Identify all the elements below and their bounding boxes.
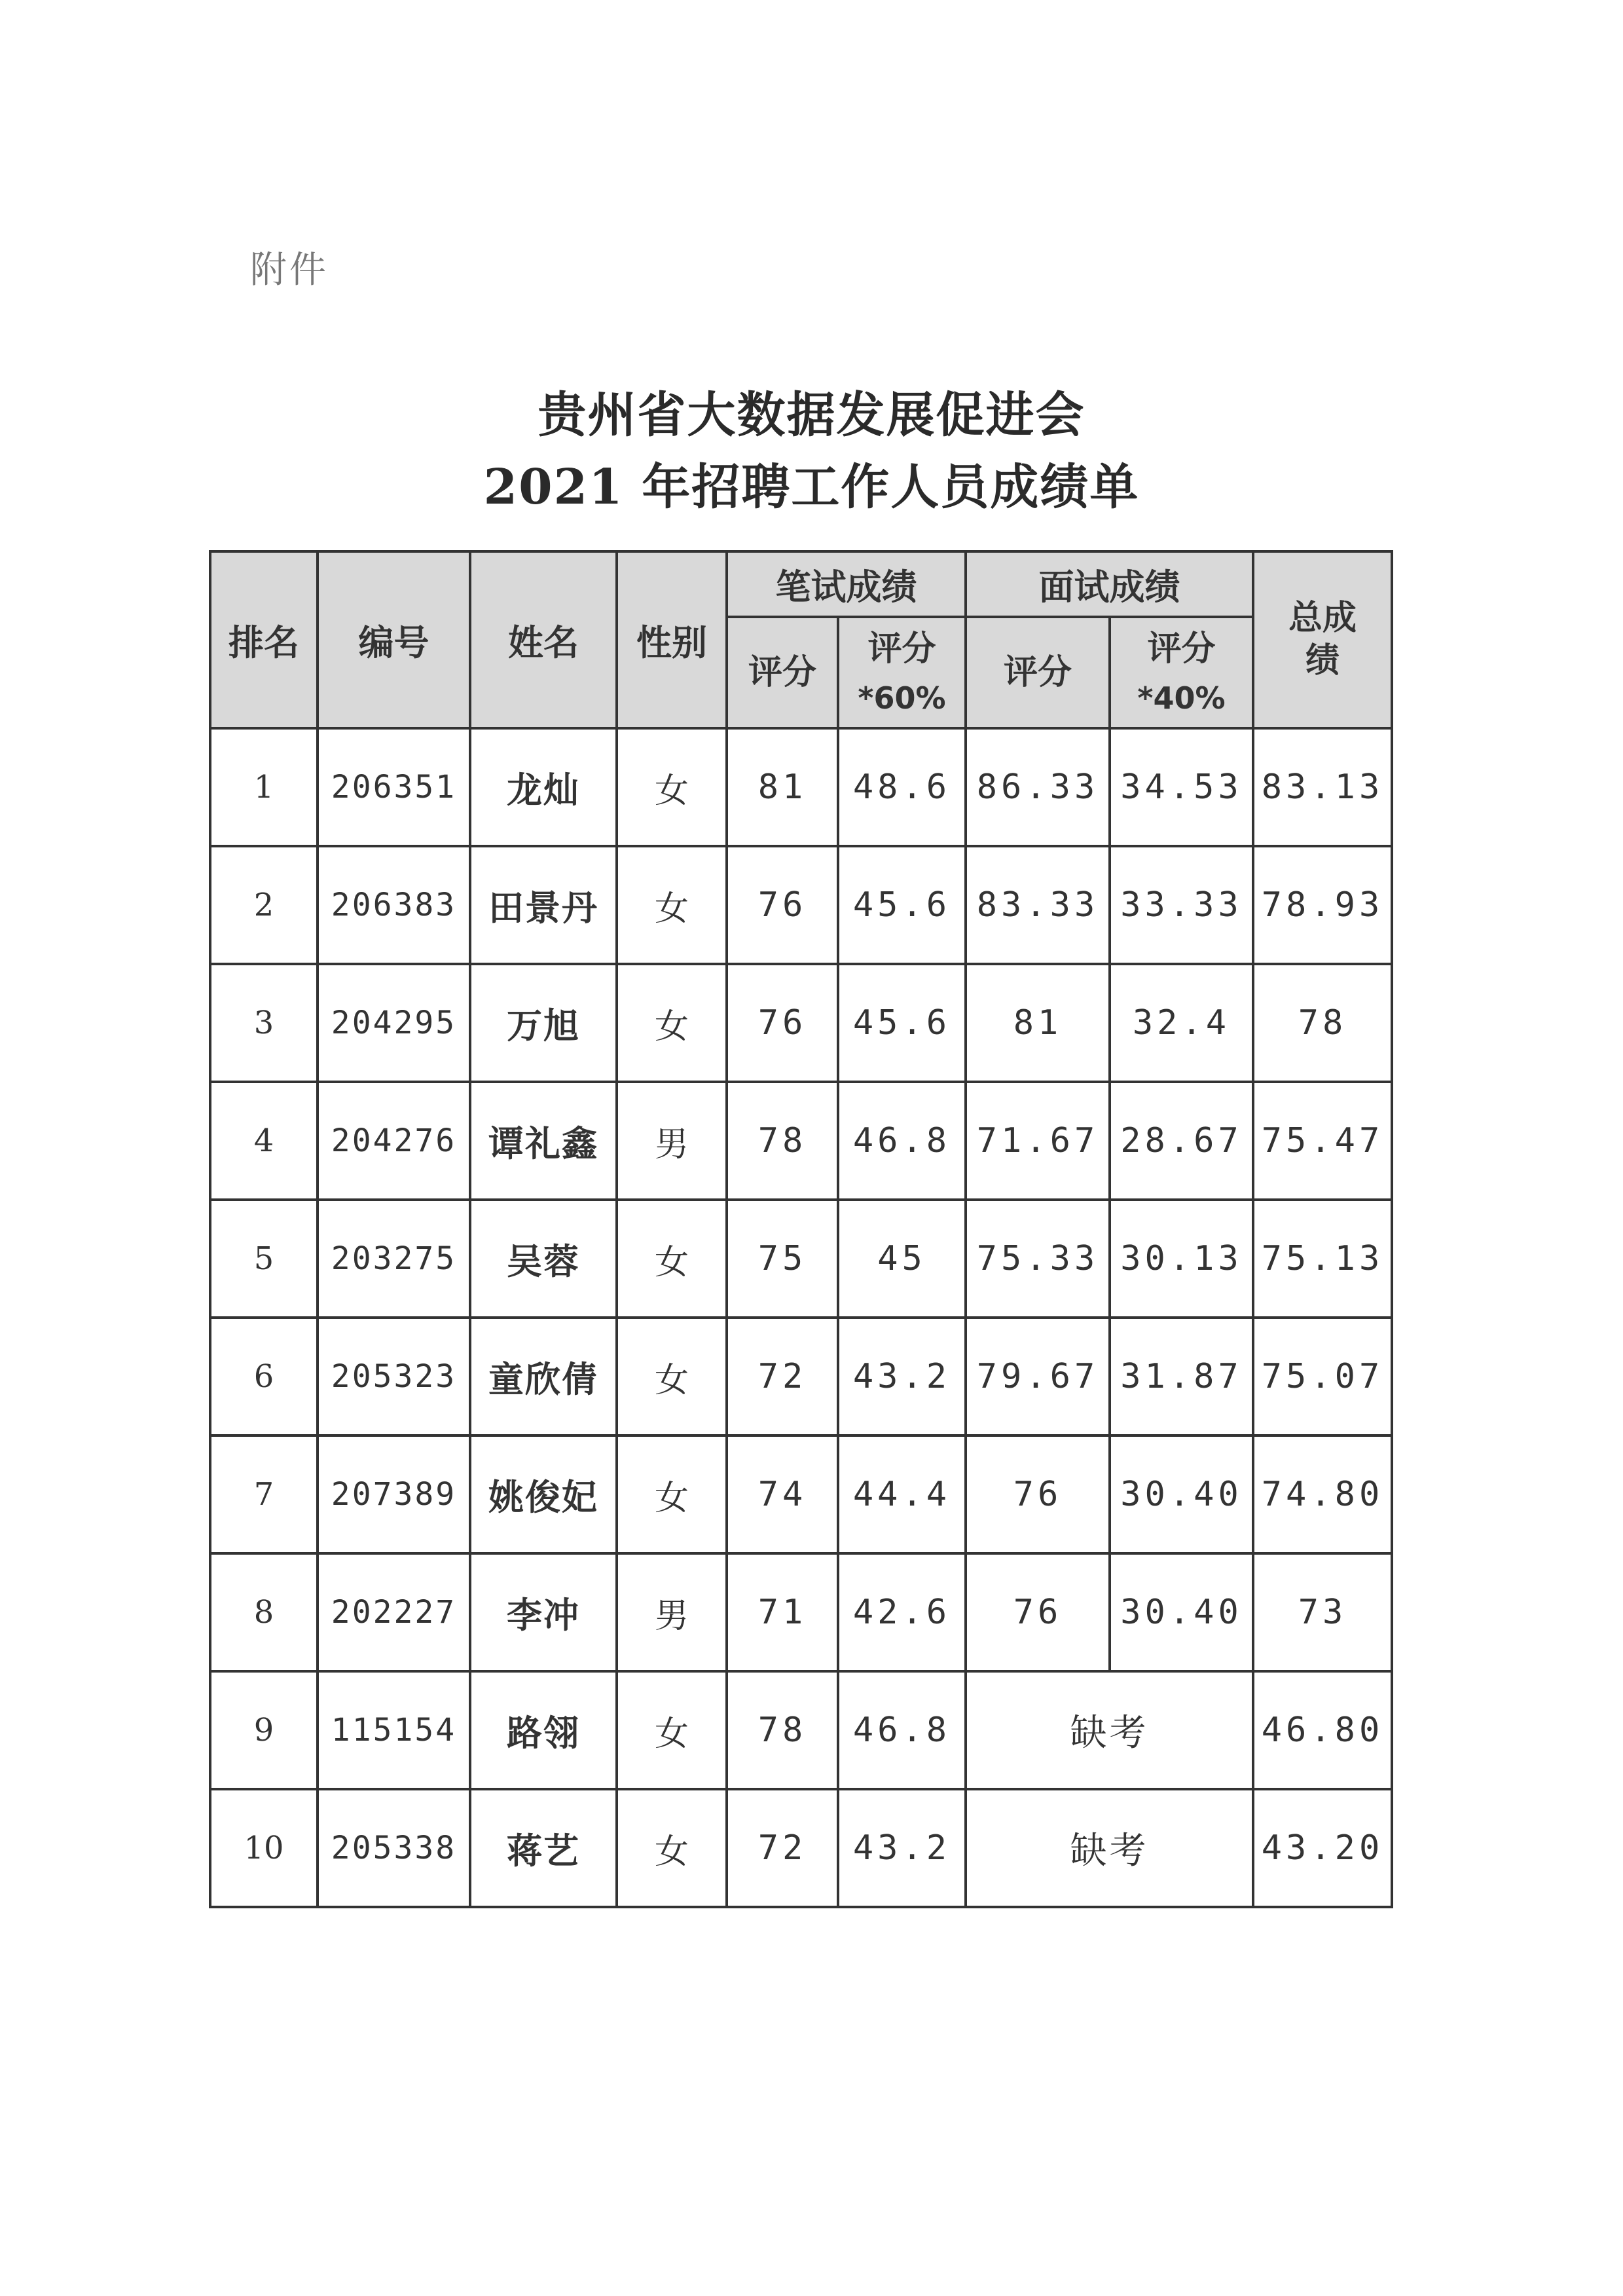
total-cell: 75.47 xyxy=(1253,1082,1392,1200)
total-cell: 83.13 xyxy=(1253,728,1392,846)
written-weighted-cell: 42.6 xyxy=(838,1553,966,1671)
rank-cell: 1 xyxy=(210,728,318,846)
written-weighted-cell: 45.6 xyxy=(838,964,966,1082)
interview-weighted-cell: 32.4 xyxy=(1110,964,1253,1082)
interview-weighted-cell: 33.33 xyxy=(1110,846,1253,964)
table-row xyxy=(210,728,1392,846)
interview-weighted-cell: 28.67 xyxy=(1110,1082,1253,1200)
interview-score-cell: 81 xyxy=(966,964,1110,1082)
written-weighted-cell: 46.8 xyxy=(838,1671,966,1789)
interview-score-cell: 75.33 xyxy=(966,1200,1110,1318)
id-cell: 205338 xyxy=(318,1789,470,1907)
written-weighted-cell: 44.4 xyxy=(838,1435,966,1553)
table-row xyxy=(210,846,1392,964)
interview-score-cell: 83.33 xyxy=(966,846,1110,964)
id-cell: 202227 xyxy=(318,1553,470,1671)
total-cell: 75.13 xyxy=(1253,1200,1392,1318)
rank-cell: 3 xyxy=(210,964,318,1082)
written-weighted-cell: 45 xyxy=(838,1200,966,1318)
name-cell: 谭礼鑫 xyxy=(470,1082,617,1200)
rank-cell: 7 xyxy=(210,1435,318,1553)
score-table xyxy=(209,550,1393,1908)
interview-absent-cell: 缺考 xyxy=(966,1789,1253,1907)
written-weighted-cell: 43.2 xyxy=(838,1318,966,1435)
id-cell: 207389 xyxy=(318,1435,470,1553)
written-score-cell: 74 xyxy=(727,1435,838,1553)
written-score-cell: 76 xyxy=(727,964,838,1082)
gender-cell: 男 xyxy=(617,1553,727,1671)
written-score-cell: 72 xyxy=(727,1789,838,1907)
name-cell: 李冲 xyxy=(470,1553,617,1671)
header-written-weighted-pct: *60% xyxy=(858,680,946,716)
written-score-cell: 75 xyxy=(727,1200,838,1318)
id-cell: 206351 xyxy=(318,728,470,846)
interview-score-cell: 76 xyxy=(966,1435,1110,1553)
total-cell: 74.80 xyxy=(1253,1435,1392,1553)
written-score-cell: 78 xyxy=(727,1671,838,1789)
table-row xyxy=(210,1553,1392,1671)
rank-cell: 10 xyxy=(210,1789,318,1907)
gender-cell: 女 xyxy=(617,1318,727,1435)
header-interview-weighted-label: 评分 xyxy=(1147,629,1216,669)
header-interview: 面试成绩 xyxy=(966,551,1253,617)
gender-cell: 女 xyxy=(617,728,727,846)
interview-weighted-cell: 34.53 xyxy=(1110,728,1253,846)
gender-cell: 女 xyxy=(617,1671,727,1789)
interview-weighted-cell: 30.40 xyxy=(1110,1435,1253,1553)
rank-cell: 4 xyxy=(210,1082,318,1200)
gender-cell: 女 xyxy=(617,1435,727,1553)
interview-absent-cell: 缺考 xyxy=(966,1671,1253,1789)
interview-score-cell: 79.67 xyxy=(966,1318,1110,1435)
table-row xyxy=(210,1435,1392,1553)
header-written-weighted-label: 评分 xyxy=(867,629,936,669)
header-total-text: 总成绩 xyxy=(1288,599,1357,680)
interview-weighted-cell: 31.87 xyxy=(1110,1318,1253,1435)
table-row xyxy=(210,1082,1392,1200)
written-weighted-cell: 48.6 xyxy=(838,728,966,846)
written-weighted-cell: 45.6 xyxy=(838,846,966,964)
rank-cell: 2 xyxy=(210,846,318,964)
table-row xyxy=(210,964,1392,1082)
header-interview-weighted xyxy=(1110,617,1253,728)
written-score-cell: 76 xyxy=(727,846,838,964)
document-subtitle: 2021 年招聘工作人员成绩单 xyxy=(483,459,1140,515)
interview-weighted-cell: 30.40 xyxy=(1110,1553,1253,1671)
interview-score-cell: 71.67 xyxy=(966,1082,1110,1200)
table-row xyxy=(210,1200,1392,1318)
id-cell: 204295 xyxy=(318,964,470,1082)
header-rank: 排名 xyxy=(210,551,318,728)
attachment-label: 附件 xyxy=(250,249,329,291)
rank-cell: 6 xyxy=(210,1318,318,1435)
table-row xyxy=(210,1671,1392,1789)
gender-cell: 女 xyxy=(617,1200,727,1318)
gender-cell: 女 xyxy=(617,1789,727,1907)
name-cell: 万旭 xyxy=(470,964,617,1082)
name-cell: 田景丹 xyxy=(470,846,617,964)
written-score-cell: 71 xyxy=(727,1553,838,1671)
name-cell: 龙灿 xyxy=(470,728,617,846)
header-interview-score: 评分 xyxy=(966,617,1110,728)
header-written-score: 评分 xyxy=(727,617,838,728)
header-written-weighted xyxy=(838,617,966,728)
gender-cell: 女 xyxy=(617,964,727,1082)
id-cell: 205323 xyxy=(318,1318,470,1435)
written-score-cell: 78 xyxy=(727,1082,838,1200)
written-weighted-cell: 43.2 xyxy=(838,1789,966,1907)
name-cell: 路翎 xyxy=(470,1671,617,1789)
total-cell: 46.80 xyxy=(1253,1671,1392,1789)
table-row xyxy=(210,1789,1392,1907)
header-id: 编号 xyxy=(318,551,470,728)
rank-cell: 5 xyxy=(210,1200,318,1318)
total-cell: 73 xyxy=(1253,1553,1392,1671)
header-written: 笔试成绩 xyxy=(727,551,966,617)
header-total xyxy=(1253,551,1392,728)
total-cell: 78 xyxy=(1253,964,1392,1082)
table-row xyxy=(210,1318,1392,1435)
header-gender: 性别 xyxy=(617,551,727,728)
name-cell: 姚俊妃 xyxy=(470,1435,617,1553)
header-name: 姓名 xyxy=(470,551,617,728)
gender-cell: 女 xyxy=(617,846,727,964)
total-cell: 43.20 xyxy=(1253,1789,1392,1907)
written-score-cell: 81 xyxy=(727,728,838,846)
interview-score-cell: 86.33 xyxy=(966,728,1110,846)
name-cell: 蒋艺 xyxy=(470,1789,617,1907)
id-cell: 206383 xyxy=(318,846,470,964)
written-weighted-cell: 46.8 xyxy=(838,1082,966,1200)
name-cell: 吴蓉 xyxy=(470,1200,617,1318)
gender-cell: 男 xyxy=(617,1082,727,1200)
interview-weighted-cell: 30.13 xyxy=(1110,1200,1253,1318)
document-title: 贵州省大数据发展促进会 xyxy=(538,387,1085,443)
written-score-cell: 72 xyxy=(727,1318,838,1435)
total-cell: 75.07 xyxy=(1253,1318,1392,1435)
name-cell: 童欣倩 xyxy=(470,1318,617,1435)
header-interview-weighted-pct: *40% xyxy=(1137,680,1226,716)
id-cell: 204276 xyxy=(318,1082,470,1200)
rank-cell: 8 xyxy=(210,1553,318,1671)
total-cell: 78.93 xyxy=(1253,846,1392,964)
rank-cell: 9 xyxy=(210,1671,318,1789)
interview-score-cell: 76 xyxy=(966,1553,1110,1671)
id-cell: 203275 xyxy=(318,1200,470,1318)
id-cell: 115154 xyxy=(318,1671,470,1789)
